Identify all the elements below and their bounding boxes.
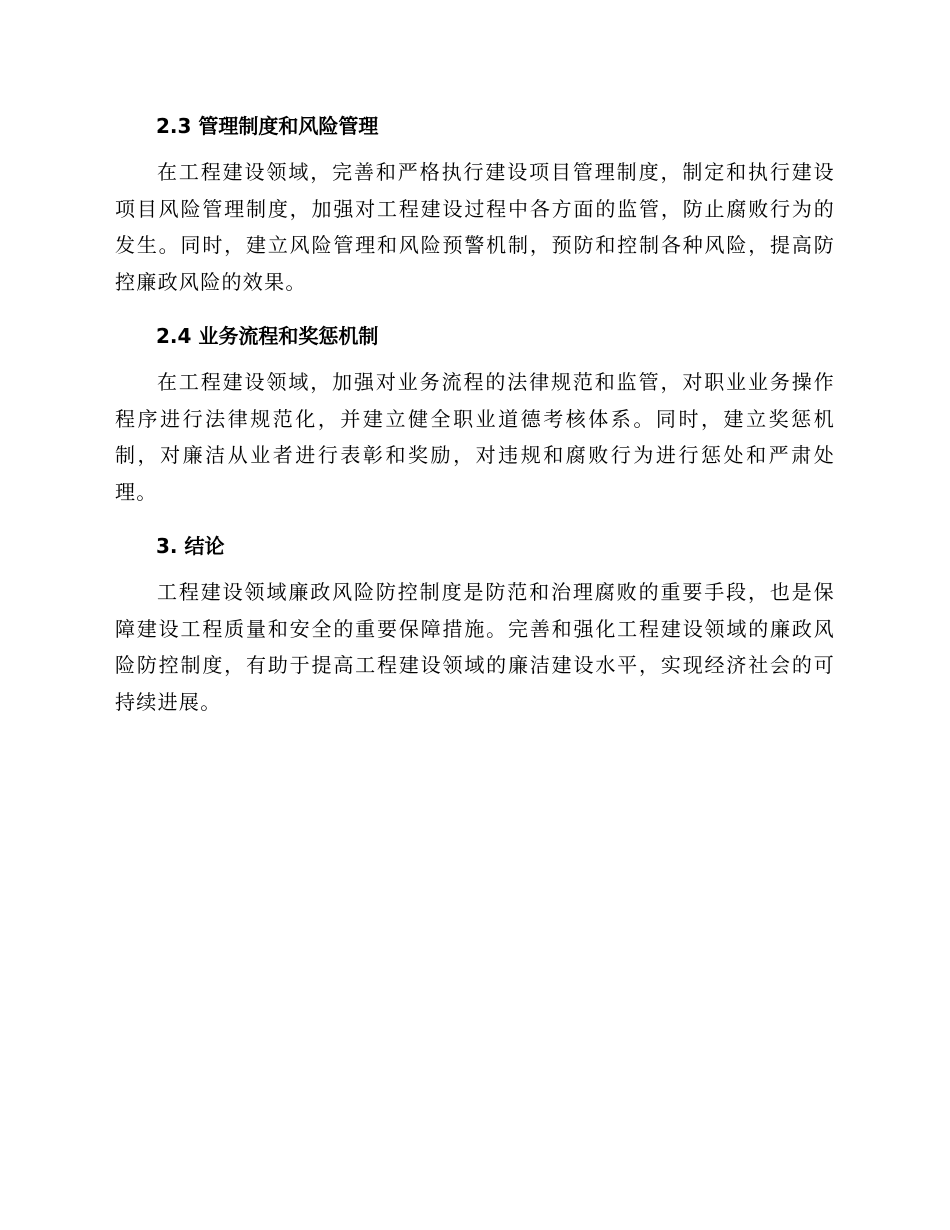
section-paragraph: 在工程建设领域，完善和严格执行建设项目管理制度，制定和执行建设项目风险管理制度，加强对工程建设过程中各方面的监管，防止腐败行为的发生。同时，建立风险管理和风险预警机制，预防和控制各种风险，提高防控廉政风险的效果。 [115,160,835,294]
section-2-3 [115,108,835,300]
section-paragraph: 在工程建设领域，加强对业务流程的法律规范和监管，对职业业务操作程序进行法律规范化，并建立健全职业道德考核体系。同时，建立奖惩机制，对廉洁从业者进行表彰和奖励，对违规和腐败行为进行惩处和严肃处理。 [115,370,835,504]
section-2-4 [115,318,835,510]
section-3-conclusion [115,528,835,720]
section-heading: 3. 结论 [156,534,225,558]
section-heading: 2.4 业务流程和奖惩机制 [156,324,379,348]
section-paragraph: 工程建设领域廉政风险防控制度是防范和治理腐败的重要手段，也是保障建设工程质量和安全的重要保障措施。完善和强化工程建设领域的廉政风险防控制度，有助于提高工程建设领域的廉洁建设水平，实现经济社会的可持续进展。 [115,580,835,714]
document-body [115,108,835,738]
section-heading: 2.3 管理制度和风险管理 [156,114,379,138]
